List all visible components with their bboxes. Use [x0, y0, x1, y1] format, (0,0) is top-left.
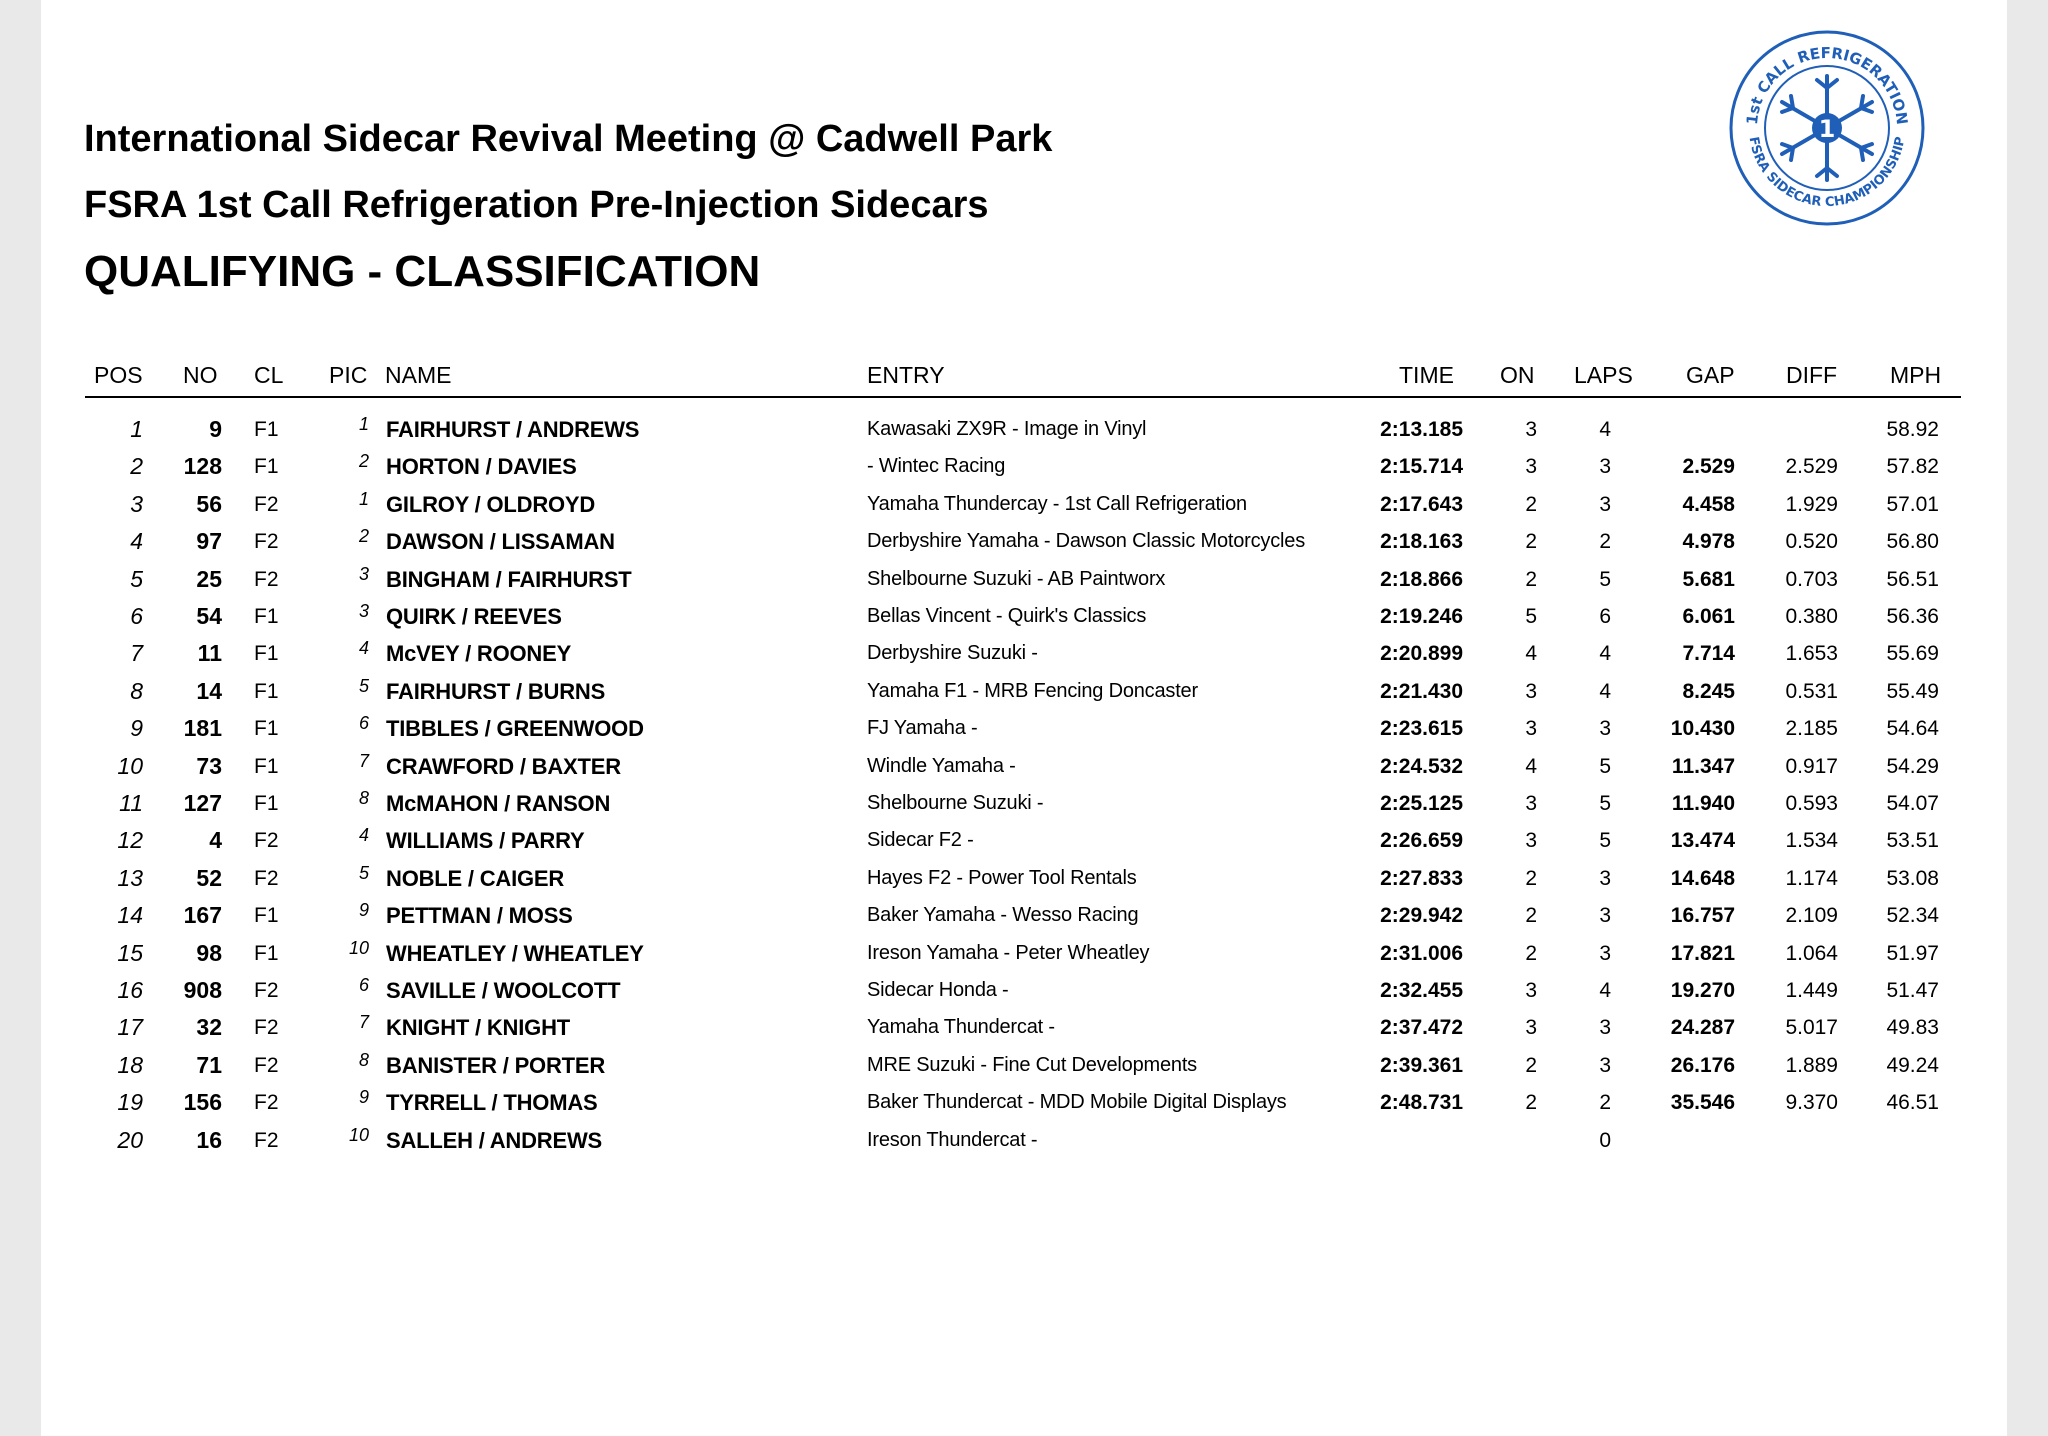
- cell-gap: 11.347: [1671, 754, 1735, 778]
- col-diff: DIFF: [1786, 362, 1838, 388]
- cell-no: 11: [197, 640, 222, 667]
- cell-time: 2:48.731: [1380, 1091, 1463, 1115]
- cell-time: 2:18.866: [1380, 567, 1463, 591]
- cell-cl: F2: [254, 1091, 279, 1115]
- cell-pic: 3: [358, 601, 369, 621]
- cell-entry: Kawasaki ZX9R - Image in Vinyl: [867, 418, 1147, 440]
- cell-on: 2: [1525, 866, 1537, 890]
- svg-text:FSRA SIDECAR CHAMPIONSHIP: FSRA SIDECAR CHAMPIONSHIP: [1745, 135, 1909, 211]
- cell-cl: F2: [254, 492, 279, 516]
- cell-mph: 51.97: [1886, 941, 1939, 965]
- col-mph: MPH: [1890, 362, 1942, 388]
- cell-entry: Sidecar F2 -: [867, 829, 974, 852]
- cell-time: 2:27.833: [1380, 866, 1463, 890]
- cell-pic: 9: [358, 1087, 369, 1108]
- session-title: QUALIFYING - CLASSIFICATION: [84, 247, 761, 296]
- col-gap: GAP: [1686, 362, 1735, 388]
- cell-on: 2: [1525, 904, 1537, 928]
- table-row: [41, 935, 2007, 972]
- cell-entry: Baker Yamaha - Wesso Racing: [867, 904, 1139, 927]
- cell-gap: 10.430: [1670, 717, 1735, 741]
- cell-diff: 5.017: [1785, 1016, 1838, 1040]
- cell-pic: 9: [358, 900, 369, 921]
- cell-name: QUIRK / REEVES: [386, 604, 562, 629]
- cell-gap: 13.474: [1670, 829, 1735, 853]
- cell-laps: 3: [1599, 455, 1611, 479]
- cell-name: NOBLE / CAIGER: [386, 865, 565, 891]
- cell-gap: 5.681: [1682, 567, 1735, 591]
- cell-gap: 4.458: [1682, 492, 1735, 516]
- cell-entry: Ireson Yamaha - Peter Wheatley: [867, 941, 1150, 964]
- table-row: [41, 1047, 2007, 1084]
- cell-no: 167: [183, 902, 222, 929]
- cell-name: SALLEH / ANDREWS: [386, 1127, 602, 1153]
- cell-pos: 12: [117, 827, 143, 854]
- cell-cl: F1: [254, 455, 279, 479]
- cell-laps: 2: [1599, 530, 1611, 554]
- cell-pic: 5: [358, 675, 369, 696]
- cell-entry: Ireson Thundercat -: [867, 1128, 1038, 1151]
- cell-diff: 1.889: [1785, 1053, 1838, 1077]
- cell-gap: 6.061: [1682, 605, 1735, 628]
- col-no: NO: [183, 362, 218, 388]
- cell-laps: 5: [1599, 829, 1611, 853]
- cell-name: WHEATLEY / WHEATLEY: [386, 940, 644, 966]
- cell-laps: 4: [1599, 642, 1611, 666]
- cell-no: 32: [196, 1014, 222, 1041]
- table-header: [41, 362, 2007, 392]
- table-row: [41, 710, 2007, 747]
- header-rule: [85, 396, 1961, 398]
- cell-name: FAIRHURST / BURNS: [386, 678, 606, 704]
- cell-cl: F2: [254, 1016, 279, 1040]
- cell-name: SAVILLE / WOOLCOTT: [386, 978, 621, 1003]
- cell-no: 73: [196, 752, 222, 779]
- cell-name: CRAWFORD / BAXTER: [386, 753, 621, 779]
- cell-no: 128: [183, 453, 222, 480]
- cell-on: 3: [1525, 679, 1537, 703]
- cell-pic: 10: [348, 1124, 369, 1145]
- cell-time: 2:26.659: [1380, 829, 1463, 853]
- cell-pic: 4: [358, 638, 369, 659]
- cell-pic: 2: [358, 451, 369, 472]
- cell-no: 181: [183, 715, 222, 742]
- cell-mph: 51.47: [1886, 979, 1939, 1002]
- cell-mph: 53.08: [1886, 866, 1939, 890]
- cell-on: 5: [1525, 605, 1537, 628]
- cell-pic: 8: [358, 1049, 369, 1070]
- col-pic: PIC: [329, 362, 368, 388]
- cell-no: 127: [183, 790, 222, 816]
- cell-on: 3: [1525, 792, 1537, 815]
- cell-time: 2:25.125: [1380, 792, 1463, 815]
- cell-pic: 2: [358, 526, 369, 547]
- cell-pos: 20: [117, 1126, 143, 1153]
- cell-entry: Shelbourne Suzuki -: [867, 792, 1044, 814]
- cell-no: 71: [196, 1051, 222, 1078]
- col-pos: POS: [94, 362, 143, 388]
- cell-mph: 49.24: [1886, 1053, 1939, 1077]
- cell-gap: 24.287: [1670, 1016, 1735, 1040]
- table-row: [41, 635, 2007, 672]
- cell-laps: 2: [1599, 1091, 1611, 1115]
- cell-entry: MRE Suzuki - Fine Cut Developments: [867, 1053, 1197, 1076]
- cell-laps: 4: [1599, 679, 1611, 703]
- cell-time: 2:15.714: [1380, 455, 1463, 479]
- cell-diff: 0.520: [1785, 530, 1838, 554]
- cell-diff: 2.109: [1785, 904, 1838, 928]
- cell-time: 2:29.942: [1380, 904, 1463, 928]
- cell-no: 14: [196, 677, 222, 704]
- cell-mph: 57.01: [1886, 492, 1939, 516]
- cell-diff: 0.703: [1785, 567, 1838, 591]
- col-laps: LAPS: [1574, 362, 1633, 388]
- cell-entry: Yamaha F1 - MRB Fencing Doncaster: [867, 679, 1198, 702]
- cell-entry: Shelbourne Suzuki - AB Paintworx: [867, 567, 1166, 590]
- cell-on: 4: [1525, 754, 1537, 778]
- cell-name: DAWSON / LISSAMAN: [386, 529, 615, 555]
- table-row: [41, 411, 2007, 448]
- cell-pos: 13: [117, 864, 143, 891]
- cell-diff: 0.917: [1785, 754, 1838, 778]
- cell-mph: 54.07: [1886, 792, 1939, 815]
- cell-mph: 54.29: [1886, 754, 1939, 778]
- table-row: [41, 448, 2007, 485]
- table-row: [41, 1009, 2007, 1046]
- cell-pos: 11: [119, 790, 143, 816]
- cell-mph: 49.83: [1886, 1016, 1939, 1040]
- cell-no: 97: [196, 528, 222, 555]
- cell-pic: 10: [348, 937, 369, 958]
- cell-gap: 17.821: [1670, 941, 1735, 965]
- cell-gap: 4.978: [1682, 530, 1735, 554]
- cell-time: 2:20.899: [1380, 642, 1463, 666]
- cell-on: 2: [1525, 941, 1537, 965]
- cell-laps: 3: [1599, 717, 1611, 741]
- cell-mph: 46.51: [1886, 1091, 1939, 1115]
- cell-entry: Windle Yamaha -: [867, 754, 1016, 777]
- cell-gap: 16.757: [1670, 904, 1735, 928]
- cell-on: 3: [1525, 829, 1537, 853]
- cell-diff: 0.531: [1785, 679, 1838, 703]
- cell-pic: 7: [358, 750, 369, 771]
- cell-pos: 19: [117, 1089, 143, 1116]
- cell-laps: 6: [1599, 605, 1611, 628]
- cell-mph: 56.80: [1886, 530, 1939, 554]
- cell-no: 54: [196, 603, 222, 629]
- cell-no: 156: [183, 1089, 222, 1116]
- table-row: [41, 1084, 2007, 1121]
- cell-cl: F1: [254, 941, 279, 965]
- cell-on: 3: [1525, 717, 1537, 741]
- cell-on: 3: [1525, 455, 1537, 479]
- cell-name: KNIGHT / KNIGHT: [386, 1015, 570, 1041]
- cell-laps: 3: [1599, 866, 1611, 890]
- cell-entry: Yamaha Thundercay - 1st Call Refrigeration: [867, 492, 1247, 515]
- cell-diff: 0.380: [1785, 605, 1838, 628]
- cell-mph: 53.51: [1886, 829, 1939, 853]
- cell-mph: 56.51: [1886, 567, 1939, 591]
- cell-entry: Yamaha Thundercat -: [867, 1016, 1055, 1039]
- cell-pos: 7: [130, 640, 143, 667]
- cell-on: 4: [1525, 642, 1537, 666]
- cell-entry: - Wintec Racing: [867, 455, 1006, 478]
- cell-mph: 55.69: [1886, 642, 1939, 666]
- cell-diff: 2.185: [1785, 717, 1838, 741]
- cell-no: 25: [196, 565, 222, 592]
- cell-pos: 14: [117, 902, 143, 929]
- cell-cl: F1: [254, 679, 279, 703]
- svg-text:1: 1: [1818, 115, 1836, 143]
- cell-time: 2:37.472: [1380, 1016, 1463, 1040]
- cell-no: 4: [209, 827, 222, 854]
- cell-time: 2:19.246: [1380, 605, 1463, 628]
- cell-name: TIBBLES / GREENWOOD: [386, 716, 644, 742]
- cell-mph: 57.82: [1886, 455, 1939, 479]
- cell-pos: 3: [130, 490, 143, 517]
- event-title: International Sidecar Revival Meeting @ Cadwell Park: [84, 118, 1053, 160]
- cell-diff: 9.370: [1785, 1091, 1838, 1115]
- cell-on: 2: [1525, 492, 1537, 516]
- cell-mph: 54.64: [1886, 717, 1939, 741]
- cell-name: PETTMAN / MOSS: [386, 903, 573, 929]
- cell-pos: 5: [130, 565, 143, 592]
- cell-time: 2:21.430: [1380, 679, 1463, 703]
- cell-cl: F1: [254, 717, 279, 741]
- cell-cl: F1: [254, 792, 279, 815]
- cell-time: 2:13.185: [1380, 418, 1463, 441]
- cell-laps: 3: [1599, 941, 1611, 965]
- cell-mph: 52.34: [1886, 904, 1939, 928]
- cell-time: 2:18.163: [1380, 530, 1463, 554]
- cell-pos: 8: [130, 677, 143, 704]
- cell-laps: 3: [1599, 1016, 1611, 1040]
- cell-gap: 11.940: [1671, 792, 1735, 815]
- cell-time: 2:32.455: [1380, 979, 1463, 1002]
- table-row: [41, 748, 2007, 785]
- cell-diff: 2.529: [1785, 455, 1838, 479]
- cell-diff: 1.534: [1785, 829, 1838, 853]
- cell-gap: 19.270: [1670, 979, 1735, 1002]
- cell-pos: 9: [130, 715, 143, 742]
- table-row: [41, 523, 2007, 560]
- cell-laps: 5: [1599, 792, 1611, 815]
- cell-cl: F2: [254, 829, 279, 853]
- cell-no: 56: [196, 490, 222, 517]
- cell-diff: 1.929: [1785, 492, 1838, 516]
- table-row: [41, 1122, 2007, 1159]
- cell-time: 2:24.532: [1380, 754, 1463, 778]
- table-row: [41, 860, 2007, 897]
- cell-name: HORTON / DAVIES: [386, 454, 577, 480]
- table-row: [41, 897, 2007, 934]
- cell-pic: 6: [358, 975, 369, 995]
- cell-name: McVEY / ROONEY: [386, 641, 572, 667]
- cell-no: 908: [183, 977, 222, 1003]
- cell-gap: 26.176: [1670, 1053, 1735, 1077]
- cell-on: 2: [1525, 1091, 1537, 1115]
- cell-entry: FJ Yamaha -: [867, 717, 978, 740]
- cell-mph: 55.49: [1886, 679, 1939, 703]
- cell-cl: F1: [254, 754, 279, 778]
- cell-laps: 3: [1599, 492, 1611, 516]
- cell-on: 3: [1525, 418, 1537, 441]
- cell-pos: 2: [130, 453, 143, 480]
- col-time: TIME: [1399, 362, 1454, 388]
- cell-pic: 3: [358, 563, 369, 584]
- cell-name: WILLIAMS / PARRY: [386, 828, 585, 854]
- cell-laps: 4: [1599, 418, 1611, 441]
- cell-cl: F2: [254, 567, 279, 591]
- cell-laps: 4: [1599, 979, 1611, 1002]
- cell-laps: 3: [1599, 1053, 1611, 1077]
- cell-on: 2: [1525, 1053, 1537, 1077]
- cell-no: 16: [196, 1126, 222, 1153]
- cell-pos: 4: [130, 528, 143, 555]
- table-row: [41, 822, 2007, 859]
- cell-name: McMAHON / RANSON: [386, 791, 611, 816]
- cell-entry: Derbyshire Yamaha - Dawson Classic Motorcycles: [867, 530, 1305, 553]
- col-name: NAME: [385, 362, 452, 388]
- cell-laps: 0: [1599, 1128, 1611, 1152]
- cell-cl: F2: [254, 1128, 279, 1152]
- cell-pic: 4: [358, 825, 369, 846]
- cell-name: GILROY / OLDROYD: [386, 491, 596, 517]
- cell-pos: 18: [117, 1051, 143, 1078]
- table-row: [41, 972, 2007, 1009]
- col-entry: ENTRY: [867, 362, 945, 388]
- cell-entry: Hayes F2 - Power Tool Rentals: [867, 866, 1137, 889]
- cell-pos: 15: [117, 939, 143, 966]
- col-on: ON: [1500, 362, 1535, 388]
- cell-name: BANISTER / PORTER: [386, 1052, 606, 1078]
- cell-on: 3: [1525, 1016, 1537, 1040]
- cell-no: 52: [196, 864, 222, 891]
- table-row: [41, 673, 2007, 710]
- cell-pos: 10: [117, 752, 143, 779]
- cell-diff: 0.593: [1785, 792, 1838, 815]
- cell-pic: 7: [358, 1012, 369, 1033]
- table-row: [41, 561, 2007, 598]
- table-row: [41, 598, 2007, 635]
- cell-entry: Bellas Vincent - Quirk's Classics: [867, 605, 1147, 627]
- cell-on: 2: [1525, 530, 1537, 554]
- cell-cl: F2: [254, 866, 279, 890]
- cell-laps: 3: [1599, 904, 1611, 928]
- cell-time: 2:17.643: [1380, 492, 1463, 516]
- cell-name: FAIRHURST / ANDREWS: [386, 417, 640, 442]
- cell-diff: 1.064: [1785, 941, 1838, 965]
- cell-on: 2: [1525, 567, 1537, 591]
- cell-name: TYRRELL / THOMAS: [386, 1090, 598, 1116]
- cell-entry: Derbyshire Suzuki -: [867, 642, 1038, 665]
- table-row: [41, 486, 2007, 523]
- cell-pic: 1: [358, 414, 369, 434]
- cell-entry: Baker Thundercat - MDD Mobile Digital Displays: [867, 1091, 1287, 1114]
- cell-gap: 7.714: [1682, 642, 1735, 666]
- cell-time: 2:31.006: [1380, 941, 1463, 965]
- cell-gap: 14.648: [1670, 866, 1735, 890]
- championship-logo: [1727, 28, 1927, 228]
- cell-pos: 17: [117, 1014, 143, 1041]
- cell-time: 2:23.615: [1380, 717, 1463, 741]
- table-row: [41, 785, 2007, 822]
- cell-cl: F1: [254, 642, 279, 666]
- cell-pos: 16: [117, 977, 143, 1003]
- cell-pic: 6: [358, 713, 369, 734]
- cell-mph: 58.92: [1886, 418, 1939, 441]
- cell-pic: 5: [358, 862, 369, 883]
- cell-cl: F2: [254, 979, 279, 1002]
- cell-no: 98: [196, 939, 222, 966]
- cell-diff: 1.174: [1785, 866, 1838, 890]
- cell-cl: F2: [254, 530, 279, 554]
- cell-pic: 8: [358, 788, 369, 808]
- cell-name: BINGHAM / FAIRHURST: [386, 566, 632, 592]
- series-title: FSRA 1st Call Refrigeration Pre-Injection Sidecars: [84, 184, 989, 226]
- cell-on: 3: [1525, 979, 1537, 1002]
- svg-text:1st CALL REFRIGERATION: 1st CALL REFRIGERATION: [1742, 43, 1912, 126]
- cell-gap: 8.245: [1682, 679, 1735, 703]
- cell-diff: 1.449: [1785, 979, 1838, 1002]
- results-page: [41, 0, 2007, 1436]
- cell-cl: F1: [254, 605, 279, 628]
- cell-laps: 5: [1599, 754, 1611, 778]
- cell-laps: 5: [1599, 567, 1611, 591]
- cell-cl: F2: [254, 1053, 279, 1077]
- cell-mph: 56.36: [1886, 605, 1939, 628]
- cell-entry: Sidecar Honda -: [867, 979, 1009, 1001]
- cell-cl: F1: [254, 904, 279, 928]
- cell-gap: 2.529: [1682, 455, 1735, 479]
- cell-pic: 1: [358, 488, 369, 509]
- cell-gap: 35.546: [1670, 1091, 1735, 1115]
- col-cl: CL: [254, 362, 284, 388]
- cell-pos: 1: [130, 416, 143, 442]
- cell-cl: F1: [254, 418, 279, 441]
- cell-pos: 6: [130, 603, 143, 629]
- cell-diff: 1.653: [1785, 642, 1838, 666]
- cell-no: 9: [209, 416, 222, 442]
- cell-time: 2:39.361: [1380, 1053, 1463, 1077]
